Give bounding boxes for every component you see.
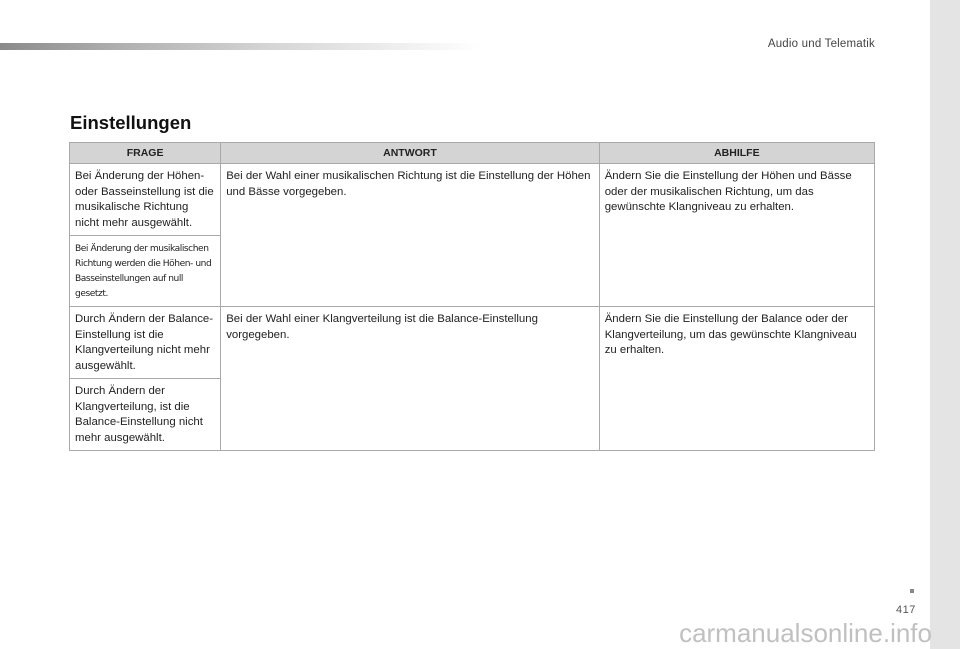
question-cell: Durch Ändern der Klangverteilung, ist die Balance-Einstellung nicht mehr ausgewählt. — [70, 379, 221, 451]
section-header: Audio und Telematik — [767, 38, 875, 50]
header-frage: FRAGE — [70, 143, 221, 164]
remedy-cell: Ändern Sie die Einstellung der Höhen und Bässe oder der musikalischen Richtung, um das gewünschte Klangniveau zu erhalten. — [599, 164, 874, 307]
answer-cell: Bei der Wahl einer musikalischen Richtung ist die Einstellung der Höhen und Bässe vorgegeben. — [221, 164, 600, 307]
side-bar — [930, 0, 960, 649]
question-cell: Bei Änderung der musikalischen Richtung werden die Höhen- und Basseinstellungen auf null gesetzt. — [70, 236, 221, 307]
header-gradient-bar — [0, 43, 480, 50]
remedy-cell: Ändern Sie die Einstellung der Balance oder der Klangverteilung, um das gewünschte Klangniveau zu erhalten. — [599, 307, 874, 451]
header-antwort: ANTWORT — [221, 143, 600, 164]
watermark: carmanualsonline.info — [679, 618, 932, 648]
header-abhilfe: ABHILFE — [599, 143, 874, 164]
page-number: 417 — [896, 604, 916, 616]
page-title: Einstellungen — [70, 112, 192, 133]
question-cell: Durch Ändern der Balance-Einstellung ist die Klangverteilung nicht mehr ausgewählt. — [70, 307, 221, 379]
table-row — [70, 307, 875, 379]
page-marker — [910, 589, 914, 593]
question-cell: Bei Änderung der Höhen- oder Basseinstellung ist die musikalische Richtung nicht mehr ausgewählt. — [70, 164, 221, 236]
table-header-row — [70, 143, 875, 164]
faq-table — [69, 142, 875, 451]
answer-cell: Bei der Wahl einer Klangverteilung ist die Balance-Einstellung vorgegeben. — [221, 307, 600, 451]
table-row — [70, 164, 875, 236]
